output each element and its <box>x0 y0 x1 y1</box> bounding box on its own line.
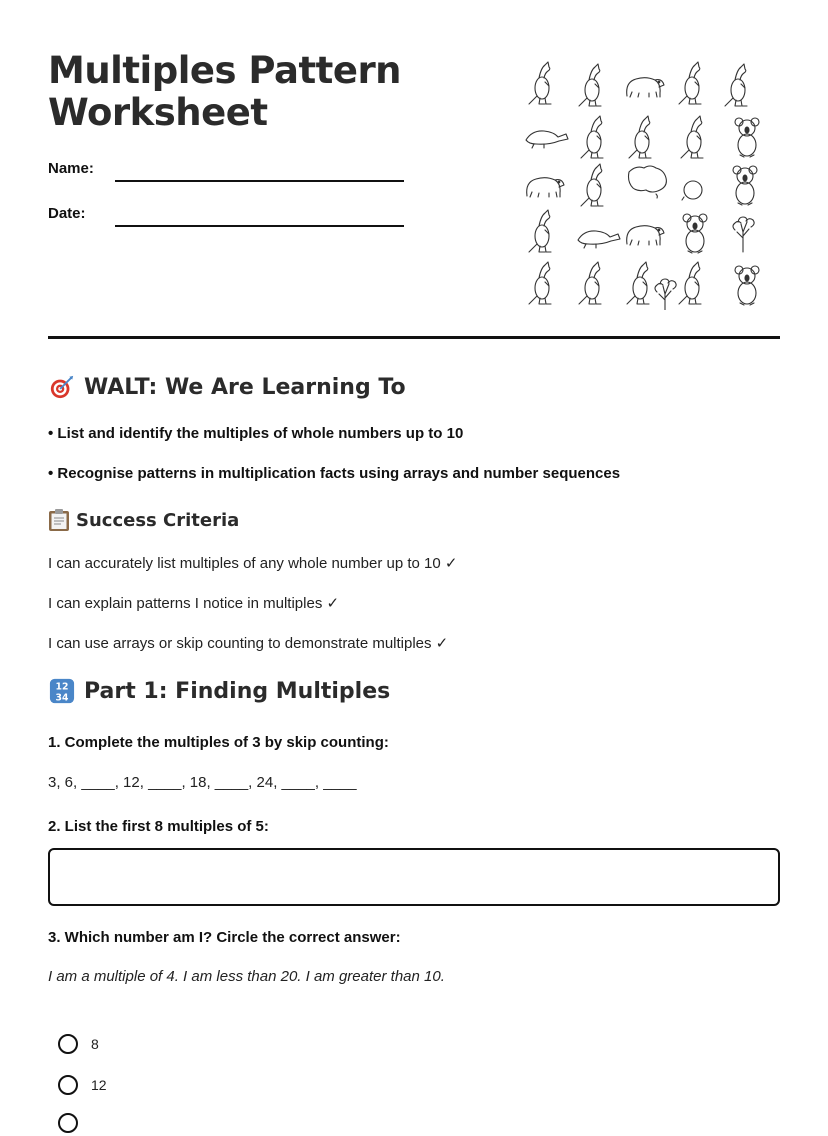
question-2-answer-box[interactable] <box>48 848 780 906</box>
clipboard-icon <box>48 508 70 532</box>
success-criteria-heading <box>48 508 239 532</box>
option-8[interactable] <box>58 1031 99 1057</box>
date-line[interactable] <box>115 225 404 227</box>
worksheet-header <box>48 50 780 310</box>
criteria-item-1: I can accurately list multiples of any whole number up to 10 ✓ <box>48 555 458 572</box>
question-1-sequence[interactable]: 3, 6, ____, 12, ____, 18, ____, 24, ____, ____ <box>48 774 357 791</box>
australian-animals-icon <box>522 58 764 310</box>
question-3-riddle: I am a multiple of 4. I am less than 20. I am greater than 10. <box>48 968 445 985</box>
walt-bullet-2: • Recognise patterns in multiplication facts using arrays and number sequences <box>48 465 621 482</box>
part1-heading <box>48 678 390 704</box>
option-8-radio[interactable] <box>58 1034 78 1054</box>
walt-heading-text: WALT: We Are Learning To <box>84 374 406 400</box>
question-1: 1. Complete the multiples of 3 by skip counting: <box>48 734 389 751</box>
success-criteria-heading-text: Success Criteria <box>76 509 240 531</box>
name-label: Name: <box>48 160 94 177</box>
walt-bullet-1: • List and identify the multiples of whole numbers up to 10 <box>48 425 464 442</box>
title-line-1: Multiples Pattern <box>48 49 402 92</box>
title-line-2: Worksheet <box>48 91 268 134</box>
option-8-label: 8 <box>91 1036 99 1052</box>
svg-text:34: 34 <box>55 692 69 704</box>
date-label: Date: <box>48 205 86 222</box>
target-dart-icon <box>48 374 76 400</box>
option-next[interactable] <box>58 1110 78 1136</box>
name-field[interactable] <box>48 160 408 184</box>
name-line[interactable] <box>115 180 404 182</box>
part1-heading-text: Part 1: Finding Multiples <box>84 678 391 704</box>
header-divider <box>48 336 780 339</box>
page-title <box>48 50 468 134</box>
option-12[interactable] <box>58 1072 107 1098</box>
question-2: 2. List the first 8 multiples of 5: <box>48 818 269 835</box>
question-3: 3. Which number am I? Circle the correct answer: <box>48 929 401 946</box>
option-12-label: 12 <box>91 1077 107 1093</box>
walt-heading <box>48 374 406 400</box>
option-next-radio[interactable] <box>58 1113 78 1133</box>
numbers-1234-icon <box>48 678 76 704</box>
criteria-item-3: I can use arrays or skip counting to demonstrate multiples ✓ <box>48 635 449 652</box>
option-12-radio[interactable] <box>58 1075 78 1095</box>
worksheet-page <box>48 0 780 1118</box>
svg-text:12: 12 <box>55 681 69 693</box>
date-field[interactable] <box>48 205 408 229</box>
criteria-item-2: I can explain patterns I notice in multiples ✓ <box>48 595 340 612</box>
